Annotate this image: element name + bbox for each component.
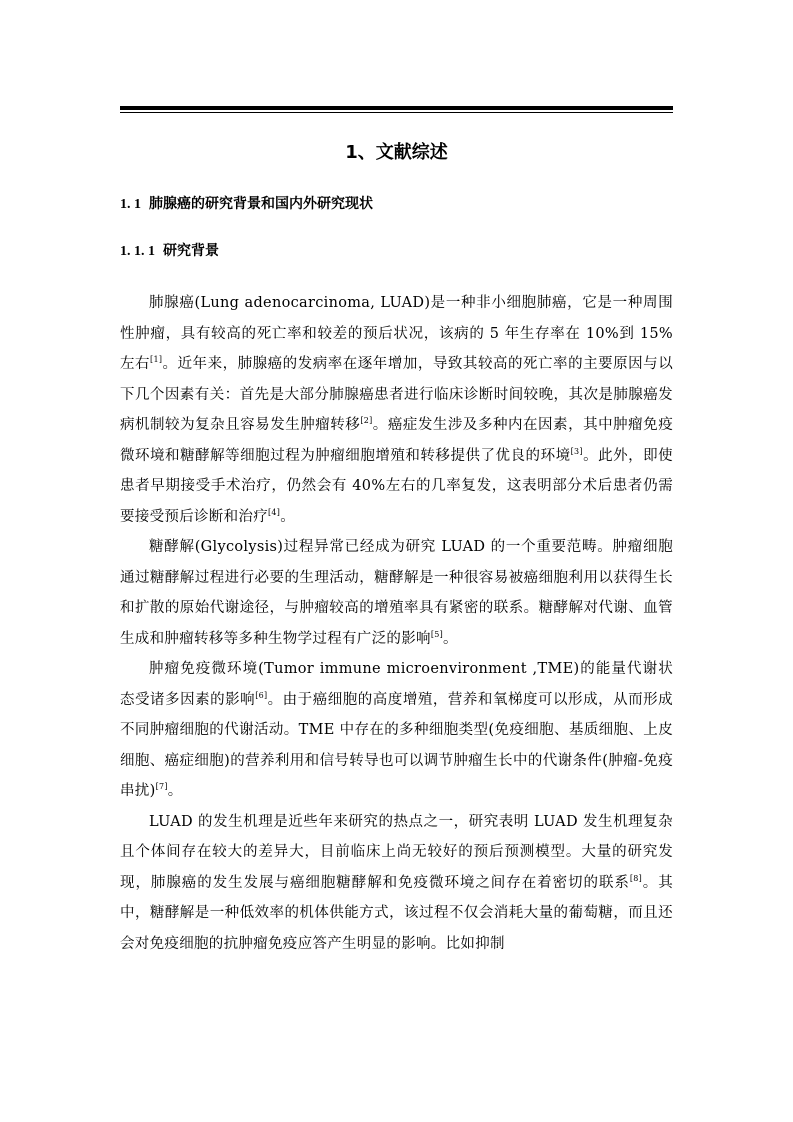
paragraph-3 (120, 654, 673, 807)
text-run: LUAD 的发生机理是近些年来研究的热点之一，研究表明 LUAD 发生机理复杂且个体间存在较大的差异大，目前临床上尚无较好的预后预测模型。大量的研究发现，肺腺癌的发生发展与癌细胞糖酵解和免疫微环境之间存在着密切的联系 (120, 813, 673, 891)
text-run: 。 (167, 783, 183, 799)
section-title: 研究背景 (163, 243, 219, 259)
citation: [3] (570, 446, 583, 456)
text-run: 肺腺癌(Lung adenocarcinoma, LUAD)是一种非小细胞肺癌，它是一种周围性肿瘤，具有较高的死亡率和较差的预后状况，该病的 5 年生存率在 10%到 15%左右 (120, 295, 673, 372)
header-rule-thin (120, 112, 673, 113)
chapter-title: 1、文献综述 (345, 142, 448, 163)
paragraph-2 (120, 532, 673, 654)
section-title: 肺腺癌的研究背景和国内外研究现状 (149, 196, 373, 212)
text-run: 。癌症发生涉及多种内在因素，其中肿瘤免疫微环境和糖酵解等细胞过程为肿瘤细胞增殖和转移提供了优良的环境 (120, 417, 673, 464)
citation: [4] (268, 507, 281, 517)
paragraph-1 (120, 288, 673, 532)
citation: [2] (360, 416, 373, 426)
section-heading-1-1 (120, 193, 673, 216)
body-text (120, 288, 673, 959)
text-run: 。由于癌细胞的高度增殖，营养和氧梯度可以形成，从而形成不同肿瘤细胞的代谢活动。TME 中存在的多种细胞类型(免疫细胞、基质细胞、上皮细胞、癌症细胞)的营养利用和信号转导也可以调节肿瘤生长中的代谢条件(肿瘤-免疫串扰) (120, 691, 673, 799)
section-number: 1. 1. 1 (120, 244, 155, 259)
text-run: 。此外，即使患者早期接受手术治疗，仍然会有 40%左右的几率复发，这表明部分术后患者仍需要接受预后诊断和治疗 (120, 447, 673, 525)
text-run: 。 (280, 508, 296, 525)
citation: [8] (629, 873, 643, 883)
paragraph-4 (120, 807, 673, 960)
citation: [7] (155, 782, 168, 792)
text-run: 肿瘤免疫微环境(Tumor immune microenvironment ,TME)的能量代谢状态受诸多因素的影响 (120, 661, 673, 708)
citation: [1] (150, 355, 163, 365)
citation: [6] (255, 690, 268, 700)
text-run: 。其中，糖酵解是一种低效率的机体供能方式，该过程不仅会消耗大量的葡萄糖，而且还会对免疫细胞的抗肿瘤免疫应答产生明显的影响。比如抑制 (120, 874, 673, 952)
text-run: 糖酵解(Glycolysis)过程异常已经成为研究 LUAD 的一个重要范畴。肿瘤细胞通过糖酵解过程进行必要的生理活动，糖酵解是一种很容易被癌细胞利用以获得生长和扩散的原始代谢途径，与肿瘤较高的增殖率具有紧密的联系。糖酵解对代谢、血管生成和肿瘤转移等多种生物学过程有广泛的影响 (120, 539, 673, 647)
text-run: 。近年来，肺腺癌的发病率在逐年增加，导致其较高的死亡率的主要原因与以下几个因素有关：首先是大部分肺腺癌患者进行临床诊断时间较晚，其次是肺腺癌发病机制较为复杂且容易发生肿瘤转移 (120, 356, 673, 433)
text-run: 。 (443, 630, 458, 647)
section-number: 1. 1 (120, 197, 141, 212)
header-rule-thick (120, 106, 673, 110)
citation: [5] (430, 629, 444, 639)
section-heading-1-1-1 (120, 240, 673, 263)
